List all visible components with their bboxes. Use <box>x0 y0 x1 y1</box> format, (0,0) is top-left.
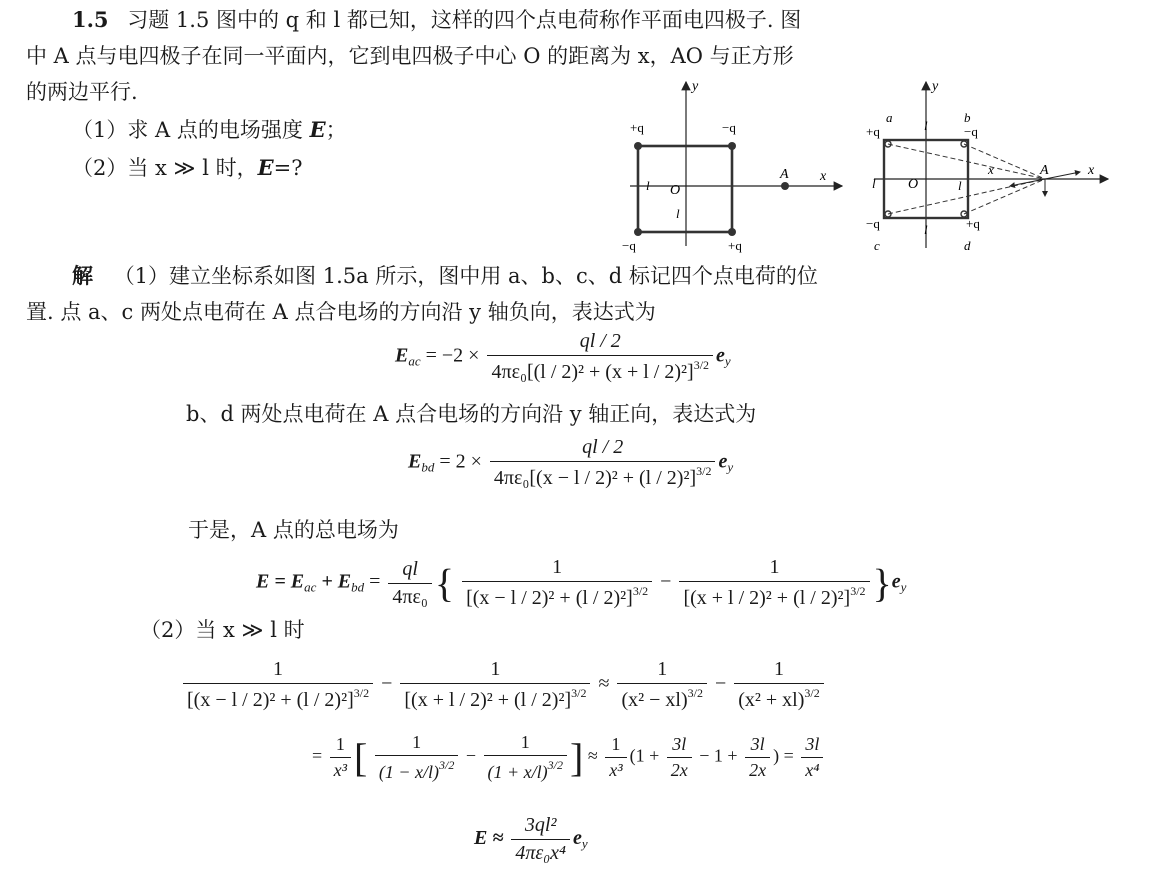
eq1-exp: 3/2 <box>693 358 710 372</box>
eq5-x3-frac <box>330 734 351 781</box>
eq4-frac-4 <box>734 658 824 712</box>
eq3-unit: e <box>891 570 901 593</box>
eq5-3l-e: 3l <box>805 734 820 754</box>
eq4-frac-2 <box>400 658 590 712</box>
label-side: l <box>646 178 650 193</box>
label-bl: −q <box>622 238 636 253</box>
label-a: a <box>886 110 893 125</box>
square <box>638 146 732 232</box>
eq5-mid: − 1 + <box>694 745 743 766</box>
eq2-sub: bd <box>421 459 435 475</box>
eq3-cden: 4πε₀ <box>388 583 431 609</box>
eq1-den-text: 4πε₀[(l / 2)² + (x + l / 2)²] <box>491 361 694 383</box>
label-b: b <box>964 110 971 125</box>
question-1 <box>72 112 347 148</box>
eq1-unit-sub: y <box>724 353 731 369</box>
eq2-coef: = 2 × <box>434 450 487 473</box>
solution-text-1: （1）建立坐标系如图 1.5a 所示，图中用 a、b、c、d 标记四个点电荷的位 <box>113 264 818 288</box>
eq1-coef: = −2 × <box>420 344 485 367</box>
eq4-den-2 <box>400 683 590 712</box>
eq5-3l-d: 3l <box>750 734 765 754</box>
eq5-exp-b: 3/2 <box>547 758 563 772</box>
eq5-3l-c: 3l <box>672 734 687 754</box>
problem-number: 1.5 <box>72 7 109 32</box>
eq5-lbracket: [ <box>354 735 368 780</box>
label-y: y <box>692 79 699 94</box>
eq4-den-1 <box>183 683 373 712</box>
eq6-den: 4πε₀x⁴ <box>511 839 570 865</box>
label-bl: −q <box>866 216 880 231</box>
question-2 <box>72 150 302 186</box>
solution-line-1 <box>72 258 818 294</box>
eq5-x3-2: x³ <box>605 757 626 781</box>
solution-line-2: 置. 点 a、c 两处点电荷在 A 点合电场的方向沿 y 轴负向，表达式为 <box>26 300 656 324</box>
problem-text-1: 习题 1.5 图中的 q 和 l 都已知，这样的四个点电荷称作平面电四极子. 图 <box>127 8 802 32</box>
equation-3 <box>256 556 906 610</box>
eq2-unit-sub: y <box>727 459 734 475</box>
label-A: A <box>780 167 789 182</box>
problem-line-2: 中 A 点与电四极子在同一平面内，它到电四极子中心 O 的距离为 x，AO 与正方形 <box>26 44 794 68</box>
solution-line-5: （2）当 x ≫ l 时 <box>140 618 305 642</box>
eq4-den-3 <box>617 683 707 712</box>
eq5-one-b: 1 <box>520 732 530 752</box>
eq5-eq: = <box>312 745 327 766</box>
equation-1 <box>395 330 731 384</box>
eq3-exp-1: 3/2 <box>632 584 649 598</box>
eq4-den4-text: (x² + xl) <box>738 689 805 711</box>
eq6-frac <box>511 814 570 865</box>
label-top: l <box>924 118 928 133</box>
eq3-den2-text: [(x + l / 2)² + (l / 2)²] <box>683 587 851 609</box>
eq4-den1-text: [(x − l / 2)² + (l / 2)²] <box>187 689 354 711</box>
equation-5 <box>312 732 826 783</box>
eq4-minus-1: − <box>376 672 398 695</box>
eq3-mid: + E <box>316 570 352 593</box>
eq3-den1-text: [(x − l / 2)² + (l / 2)²] <box>466 587 633 609</box>
eq5-exp-a: 3/2 <box>439 758 455 772</box>
eq2-num: ql / 2 <box>582 436 624 458</box>
eq3-sub1: ac <box>304 579 317 595</box>
label-br: +q <box>728 238 742 253</box>
eq4-den-4 <box>734 683 824 712</box>
eq3-coef-frac <box>388 558 431 609</box>
eq5-frac-b <box>484 732 567 783</box>
eq1-sub: ac <box>408 353 421 369</box>
eq3-one-1: 1 <box>552 556 563 578</box>
label-bottom: l <box>676 206 680 221</box>
solution-line-4: 于是，A 点的总电场为 <box>188 518 399 542</box>
label-dist: x <box>988 162 994 177</box>
eq4-approx: ≈ <box>593 672 615 695</box>
charge-tr <box>728 142 736 150</box>
eq1-num: ql / 2 <box>579 330 621 352</box>
point-A <box>781 182 789 190</box>
eq4-exp-2: 3/2 <box>571 686 587 700</box>
eq3-one-2: 1 <box>769 556 780 578</box>
eq3-frac-1 <box>462 556 652 610</box>
eq3-den-1 <box>462 581 652 610</box>
eq5-frac-c <box>667 734 692 781</box>
eq4-one-1: 1 <box>273 658 284 680</box>
eq3-unit-sub: y <box>900 579 907 595</box>
eq1-den <box>487 355 713 384</box>
eq2-exp: 3/2 <box>696 464 712 478</box>
eq5-den-a-text: (1 − x/l) <box>378 762 440 782</box>
field-arrow-2 <box>1045 172 1080 179</box>
dash-a <box>888 144 1045 179</box>
label-d: d <box>964 238 971 253</box>
eq6-lhs: E ≈ <box>474 827 509 850</box>
question-1-suffix: ； <box>325 118 347 142</box>
charge-bl <box>634 228 642 236</box>
eq4-one-2: 1 <box>490 658 501 680</box>
eq3-den-2 <box>679 581 869 610</box>
eq2-lhs: E <box>408 450 422 473</box>
eq5-2x-c: 2x <box>667 757 692 781</box>
label-tr: −q <box>964 124 978 139</box>
problem-line-3: 的两边平行. <box>26 80 138 104</box>
figure-quadrupole-left <box>610 76 850 256</box>
eq5-frac-a <box>375 732 458 783</box>
eq4-minus-2: − <box>709 672 732 695</box>
eq5-paren-open: (1 + <box>629 745 664 766</box>
eq5-2x-d: 2x <box>745 757 770 781</box>
question-1-E: E <box>309 117 326 142</box>
label-c: c <box>874 238 880 253</box>
charge-tl <box>634 142 642 150</box>
label-bottom: l <box>924 222 928 237</box>
dash-d <box>964 179 1045 214</box>
question-2-E: E <box>257 155 274 180</box>
eq5-minus: − <box>461 745 481 766</box>
eq6-num: 3ql² <box>524 814 557 836</box>
question-1-prefix: （1）求 A 点的电场强度 <box>72 118 310 142</box>
label-x: x <box>820 169 827 184</box>
eq2-fraction <box>490 436 716 490</box>
eq5-x3-frac-2 <box>605 734 626 781</box>
eq5-frac-d <box>745 734 770 781</box>
eq3-frac-2 <box>679 556 869 610</box>
eq4-frac-3 <box>617 658 707 712</box>
eq5-rbracket: ] <box>570 735 584 780</box>
label-O: O <box>908 177 919 192</box>
label-A: A <box>1040 163 1049 178</box>
figure-quadrupole-right <box>860 76 1120 260</box>
field-arrow-1 <box>1010 179 1045 186</box>
eq5-frac-e <box>801 734 823 781</box>
label-br: +q <box>966 216 980 231</box>
eq1-unit: e <box>716 344 725 367</box>
eq5-one: 1 <box>335 734 345 754</box>
label-tl: +q <box>630 120 644 135</box>
eq3-exp-2: 3/2 <box>850 584 866 598</box>
equation-6 <box>474 814 588 865</box>
eq2-unit: e <box>718 450 728 473</box>
eq5-one-a: 1 <box>412 732 422 752</box>
charge-br <box>728 228 736 236</box>
eq6-unit-sub: y <box>581 836 588 852</box>
eq3-lbrace: { <box>434 560 455 606</box>
eq5-den-a <box>375 755 458 783</box>
eq3-sub2: bd <box>351 579 365 595</box>
label-tr: −q <box>722 120 736 135</box>
eq5-one-2: 1 <box>611 734 621 754</box>
eq3-minus: − <box>655 570 677 593</box>
question-2-prefix: （2）当 x ≫ l 时， <box>72 156 258 180</box>
eq4-frac-1 <box>183 658 373 712</box>
label-O: O <box>670 183 681 198</box>
eq5-paren-close: ) = <box>773 745 799 766</box>
eq2-den-text: 4πε₀[(x − l / 2)² + (l / 2)²] <box>493 467 697 489</box>
eq5-approx: ≈ <box>583 745 603 766</box>
solution-line-3: b、d 两处点电荷在 A 点合电场的方向沿 y 轴正向，表达式为 <box>186 402 757 426</box>
eq3-cnum: ql <box>402 557 418 580</box>
eq3-rbrace: } <box>872 560 892 606</box>
label-tl: +q <box>866 124 880 139</box>
eq4-exp-4: 3/2 <box>804 686 820 700</box>
question-2-suffix: =? <box>273 156 303 180</box>
eq6-unit: e <box>573 827 582 850</box>
equation-2 <box>408 436 733 490</box>
eq4-exp-3: 3/2 <box>687 686 703 700</box>
solution-label: 解 <box>72 263 93 288</box>
dash-b <box>964 144 1045 179</box>
eq1-lhs: E <box>395 344 409 367</box>
eq5-x4: x⁴ <box>801 757 823 781</box>
eq4-one-3: 1 <box>657 658 668 680</box>
label-right: l <box>958 178 962 193</box>
eq5-den-b-text: (1 + x/l) <box>487 762 548 782</box>
eq2-den <box>490 461 716 490</box>
eq1-fraction <box>487 330 713 384</box>
eq4-exp-1: 3/2 <box>353 686 370 700</box>
eq4-den2-text: [(x + l / 2)² + (l / 2)²] <box>404 689 572 711</box>
eq5-x3: x³ <box>330 757 351 781</box>
eq5-den-b <box>484 755 567 783</box>
eq3-lhs: E = E <box>256 570 305 593</box>
problem-line-1 <box>72 2 801 38</box>
label-y: y <box>932 79 939 94</box>
eq3-eq: = <box>364 570 386 593</box>
eq4-one-4: 1 <box>773 658 784 680</box>
label-x: x <box>1088 163 1095 178</box>
label-left: l <box>872 176 876 191</box>
eq4-den3-text: (x² − xl) <box>621 689 688 711</box>
equation-4 <box>180 658 827 712</box>
